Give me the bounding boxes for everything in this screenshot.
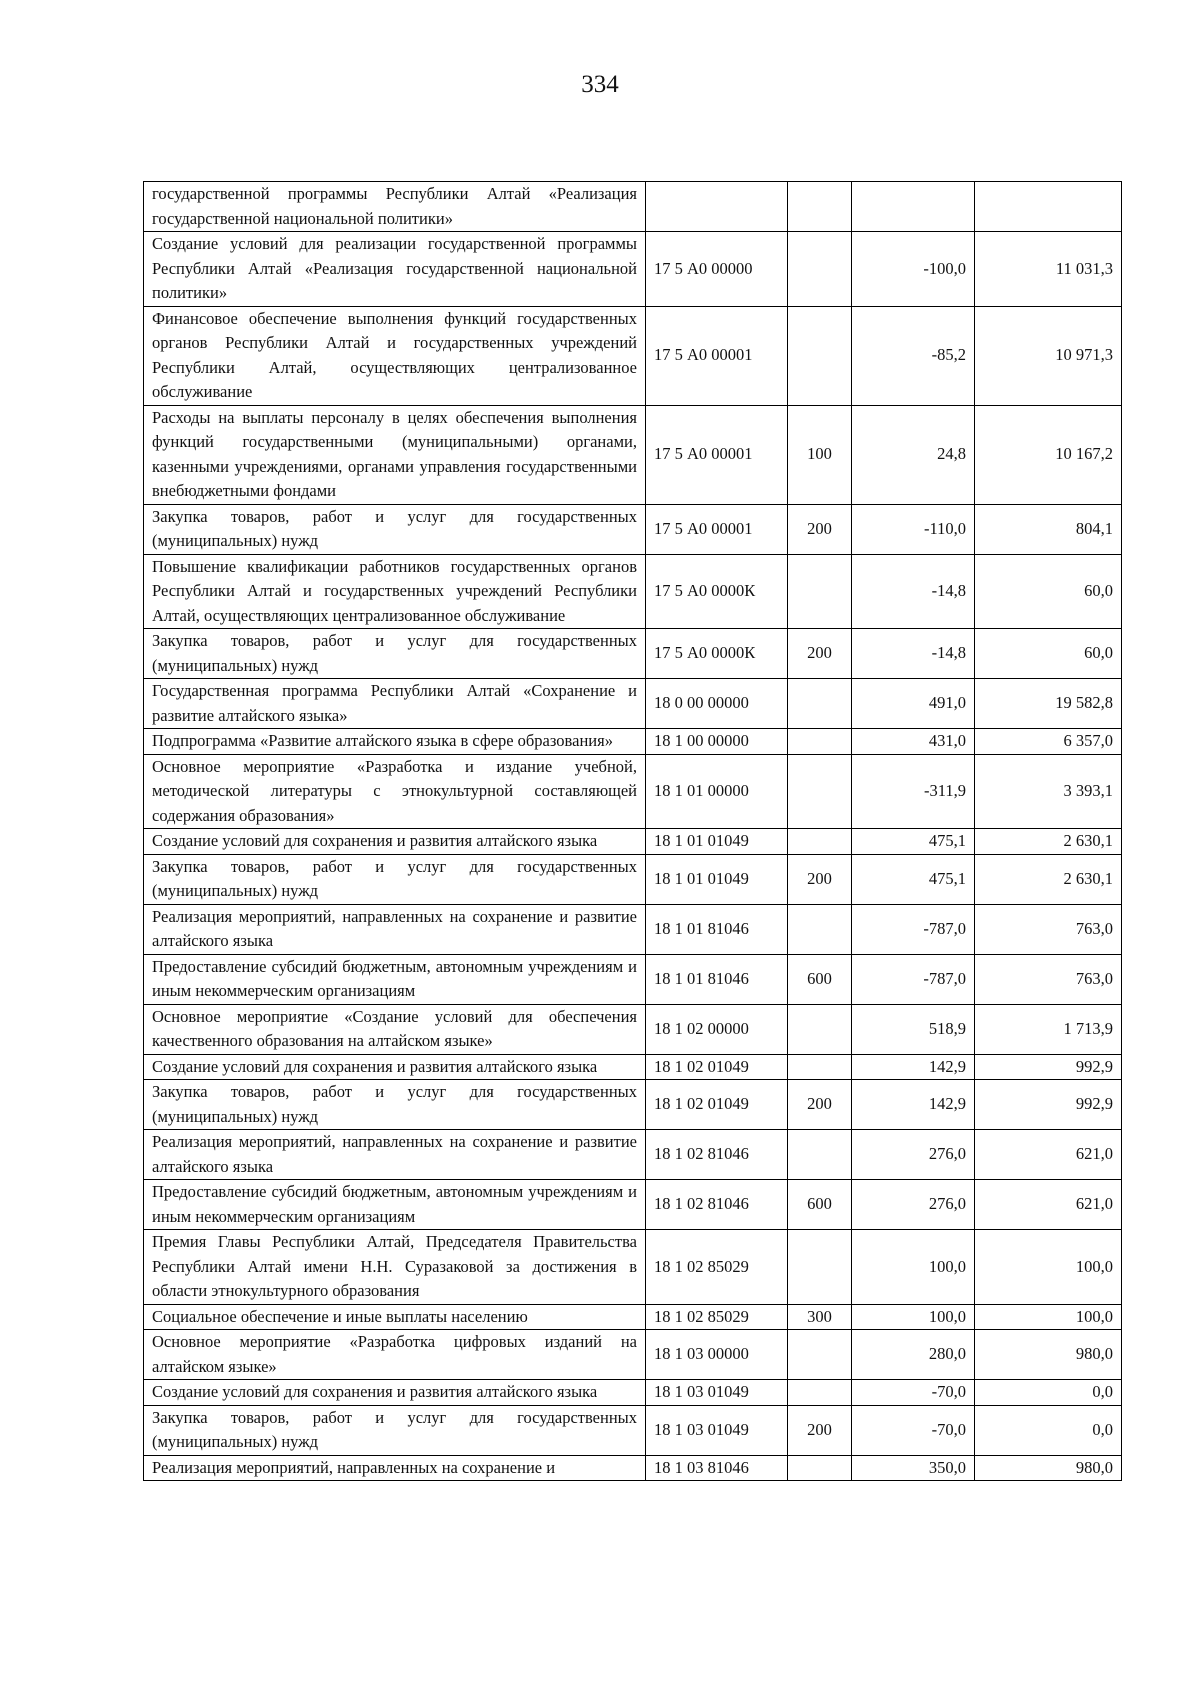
change-amount-cell: -14,8 [852,554,975,629]
expense-name-cell: Создание условий для реализации государственной программы Республики Алтай «Реализация государственной национальной политики» [144,232,646,307]
table-row [144,1455,1122,1481]
change-amount-cell: 431,0 [852,729,975,755]
table-row [144,1230,1122,1305]
expense-type-cell [788,754,852,829]
change-amount-cell [852,182,975,232]
change-amount-cell: -70,0 [852,1405,975,1455]
table-row [144,1130,1122,1180]
expense-name-cell: Предоставление субсидий бюджетным, автономным учреждениям и иным некоммерческим организациям [144,1180,646,1230]
table-row [144,754,1122,829]
total-amount-cell: 10 971,3 [975,306,1122,405]
expense-name-cell: Закупка товаров, работ и услуг для государственных (муниципальных) нужд [144,1080,646,1130]
target-code-cell: 18 1 01 81046 [646,954,788,1004]
table-row [144,854,1122,904]
target-code-cell: 17 5 А0 00001 [646,306,788,405]
target-code-cell: 18 1 03 01049 [646,1380,788,1406]
expense-name-cell: Подпрограмма «Развитие алтайского языка в сфере образования» [144,729,646,755]
target-code-cell: 18 1 03 81046 [646,1455,788,1481]
page-number: 334 [581,71,619,98]
table-row [144,1004,1122,1054]
total-amount-cell: 3 393,1 [975,754,1122,829]
expense-name-cell: государственной программы Республики Алтай «Реализация государственной национальной политики» [144,182,646,232]
change-amount-cell: 475,1 [852,829,975,855]
target-code-cell: 18 1 02 85029 [646,1230,788,1305]
expense-name-cell: Закупка товаров, работ и услуг для государственных (муниципальных) нужд [144,1405,646,1455]
expense-type-cell: 200 [788,504,852,554]
table-row [144,405,1122,504]
expense-name-cell: Реализация мероприятий, направленных на сохранение и развитие алтайского языка [144,904,646,954]
expense-name-cell: Премия Главы Республики Алтай, Председателя Правительства Республики Алтай имени Н.Н. Суразаковой за достижения в области этнокультурного образования [144,1230,646,1305]
change-amount-cell: 24,8 [852,405,975,504]
expense-name-cell: Финансовое обеспечение выполнения функций государственных органов Республики Алтай и государственных учреждений Республики Алтай, осуществляющих централизованное обслуживание [144,306,646,405]
change-amount-cell: -787,0 [852,904,975,954]
table-row [144,554,1122,629]
target-code-cell: 17 5 А0 0000К [646,629,788,679]
total-amount-cell: 763,0 [975,904,1122,954]
target-code-cell: 18 1 01 00000 [646,754,788,829]
table-row [144,1405,1122,1455]
total-amount-cell: 2 630,1 [975,829,1122,855]
table-row [144,629,1122,679]
expense-type-cell [788,829,852,855]
expense-type-cell: 600 [788,1180,852,1230]
budget-table [143,181,1122,1481]
change-amount-cell: -311,9 [852,754,975,829]
expense-name-cell: Создание условий для сохранения и развития алтайского языка [144,1054,646,1080]
change-amount-cell: 100,0 [852,1304,975,1330]
expense-name-cell: Создание условий для сохранения и развития алтайского языка [144,829,646,855]
change-amount-cell: -100,0 [852,232,975,307]
expense-type-cell [788,1130,852,1180]
expense-type-cell [788,1230,852,1305]
table-row [144,504,1122,554]
expense-name-cell: Реализация мероприятий, направленных на сохранение и развитие алтайского языка [144,1130,646,1180]
expense-type-cell [788,729,852,755]
target-code-cell: 18 1 01 01049 [646,829,788,855]
table-row [144,1054,1122,1080]
target-code-cell: 18 1 03 01049 [646,1405,788,1455]
total-amount-cell: 0,0 [975,1380,1122,1406]
table-row [144,729,1122,755]
change-amount-cell: 276,0 [852,1130,975,1180]
expense-type-cell [788,232,852,307]
expense-name-cell: Создание условий для сохранения и развития алтайского языка [144,1380,646,1406]
change-amount-cell: 518,9 [852,1004,975,1054]
expense-name-cell: Предоставление субсидий бюджетным, автономным учреждениям и иным некоммерческим организациям [144,954,646,1004]
table-row [144,829,1122,855]
total-amount-cell: 100,0 [975,1230,1122,1305]
expense-name-cell: Закупка товаров, работ и услуг для государственных (муниципальных) нужд [144,504,646,554]
change-amount-cell: 100,0 [852,1230,975,1305]
expense-name-cell: Закупка товаров, работ и услуг для государственных (муниципальных) нужд [144,854,646,904]
total-amount-cell: 19 582,8 [975,679,1122,729]
expense-name-cell: Государственная программа Республики Алтай «Сохранение и развитие алтайского языка» [144,679,646,729]
change-amount-cell: -110,0 [852,504,975,554]
change-amount-cell: 491,0 [852,679,975,729]
total-amount-cell: 980,0 [975,1455,1122,1481]
total-amount-cell: 11 031,3 [975,232,1122,307]
table-row [144,904,1122,954]
expense-type-cell: 300 [788,1304,852,1330]
expense-type-cell [788,306,852,405]
target-code-cell: 17 5 А0 00000 [646,232,788,307]
target-code-cell: 18 1 02 01049 [646,1054,788,1080]
table-row [144,1080,1122,1130]
total-amount-cell: 992,9 [975,1080,1122,1130]
expense-type-cell [788,554,852,629]
total-amount-cell: 804,1 [975,504,1122,554]
total-amount-cell: 1 713,9 [975,1004,1122,1054]
expense-type-cell: 100 [788,405,852,504]
expense-type-cell [788,904,852,954]
total-amount-cell: 763,0 [975,954,1122,1004]
target-code-cell: 18 1 02 00000 [646,1004,788,1054]
target-code-cell: 18 1 01 01049 [646,854,788,904]
total-amount-cell [975,182,1122,232]
change-amount-cell: 475,1 [852,854,975,904]
target-code-cell: 17 5 А0 00001 [646,405,788,504]
change-amount-cell: 280,0 [852,1330,975,1380]
budget-table-body [144,182,1122,1481]
total-amount-cell: 992,9 [975,1054,1122,1080]
total-amount-cell: 6 357,0 [975,729,1122,755]
change-amount-cell: -14,8 [852,629,975,679]
expense-type-cell: 200 [788,1080,852,1130]
total-amount-cell: 60,0 [975,629,1122,679]
table-row [144,1380,1122,1406]
expense-name-cell: Социальное обеспечение и иные выплаты населению [144,1304,646,1330]
expense-name-cell: Основное мероприятие «Создание условий для обеспечения качественного образования на алтайском языке» [144,1004,646,1054]
expense-name-cell: Основное мероприятие «Разработка и издание учебной, методической литературы с этнокультурной составляющей содержания образования» [144,754,646,829]
target-code-cell: 17 5 А0 0000К [646,554,788,629]
change-amount-cell: 142,9 [852,1054,975,1080]
target-code-cell [646,182,788,232]
total-amount-cell: 0,0 [975,1405,1122,1455]
total-amount-cell: 2 630,1 [975,854,1122,904]
table-row [144,954,1122,1004]
total-amount-cell: 10 167,2 [975,405,1122,504]
change-amount-cell: 276,0 [852,1180,975,1230]
expense-type-cell [788,1330,852,1380]
expense-name-cell: Расходы на выплаты персоналу в целях обеспечения выполнения функций государственными (муниципальными) органами, казенными учреждениями, органами управления государственными внебюджетными фондами [144,405,646,504]
change-amount-cell: 142,9 [852,1080,975,1130]
table-row [144,1330,1122,1380]
total-amount-cell: 100,0 [975,1304,1122,1330]
expense-type-cell [788,679,852,729]
table-row [144,1180,1122,1230]
expense-name-cell: Основное мероприятие «Разработка цифровых изданий на алтайском языке» [144,1330,646,1380]
target-code-cell: 17 5 А0 00001 [646,504,788,554]
table-row [144,306,1122,405]
target-code-cell: 18 1 02 01049 [646,1080,788,1130]
total-amount-cell: 621,0 [975,1130,1122,1180]
expense-type-cell [788,1004,852,1054]
change-amount-cell: 350,0 [852,1455,975,1481]
expense-type-cell: 200 [788,629,852,679]
total-amount-cell: 60,0 [975,554,1122,629]
expense-name-cell: Повышение квалификации работников государственных органов Республики Алтай и государственных учреждений Республики Алтай, осуществляющих централизованное обслуживание [144,554,646,629]
expense-type-cell: 200 [788,854,852,904]
target-code-cell: 18 1 00 00000 [646,729,788,755]
expense-type-cell [788,1054,852,1080]
change-amount-cell: -85,2 [852,306,975,405]
expense-name-cell: Реализация мероприятий, направленных на сохранение и [144,1455,646,1481]
target-code-cell: 18 1 02 85029 [646,1304,788,1330]
total-amount-cell: 980,0 [975,1330,1122,1380]
expense-name-cell: Закупка товаров, работ и услуг для государственных (муниципальных) нужд [144,629,646,679]
target-code-cell: 18 1 02 81046 [646,1130,788,1180]
target-code-cell: 18 1 01 81046 [646,904,788,954]
table-row [144,1304,1122,1330]
expense-type-cell [788,1380,852,1406]
target-code-cell: 18 1 02 81046 [646,1180,788,1230]
change-amount-cell: -787,0 [852,954,975,1004]
change-amount-cell: -70,0 [852,1380,975,1406]
expense-type-cell: 600 [788,954,852,1004]
target-code-cell: 18 1 03 00000 [646,1330,788,1380]
table-row [144,182,1122,232]
expense-type-cell [788,182,852,232]
table-row [144,679,1122,729]
total-amount-cell: 621,0 [975,1180,1122,1230]
table-row [144,232,1122,307]
expense-type-cell: 200 [788,1405,852,1455]
expense-type-cell [788,1455,852,1481]
target-code-cell: 18 0 00 00000 [646,679,788,729]
